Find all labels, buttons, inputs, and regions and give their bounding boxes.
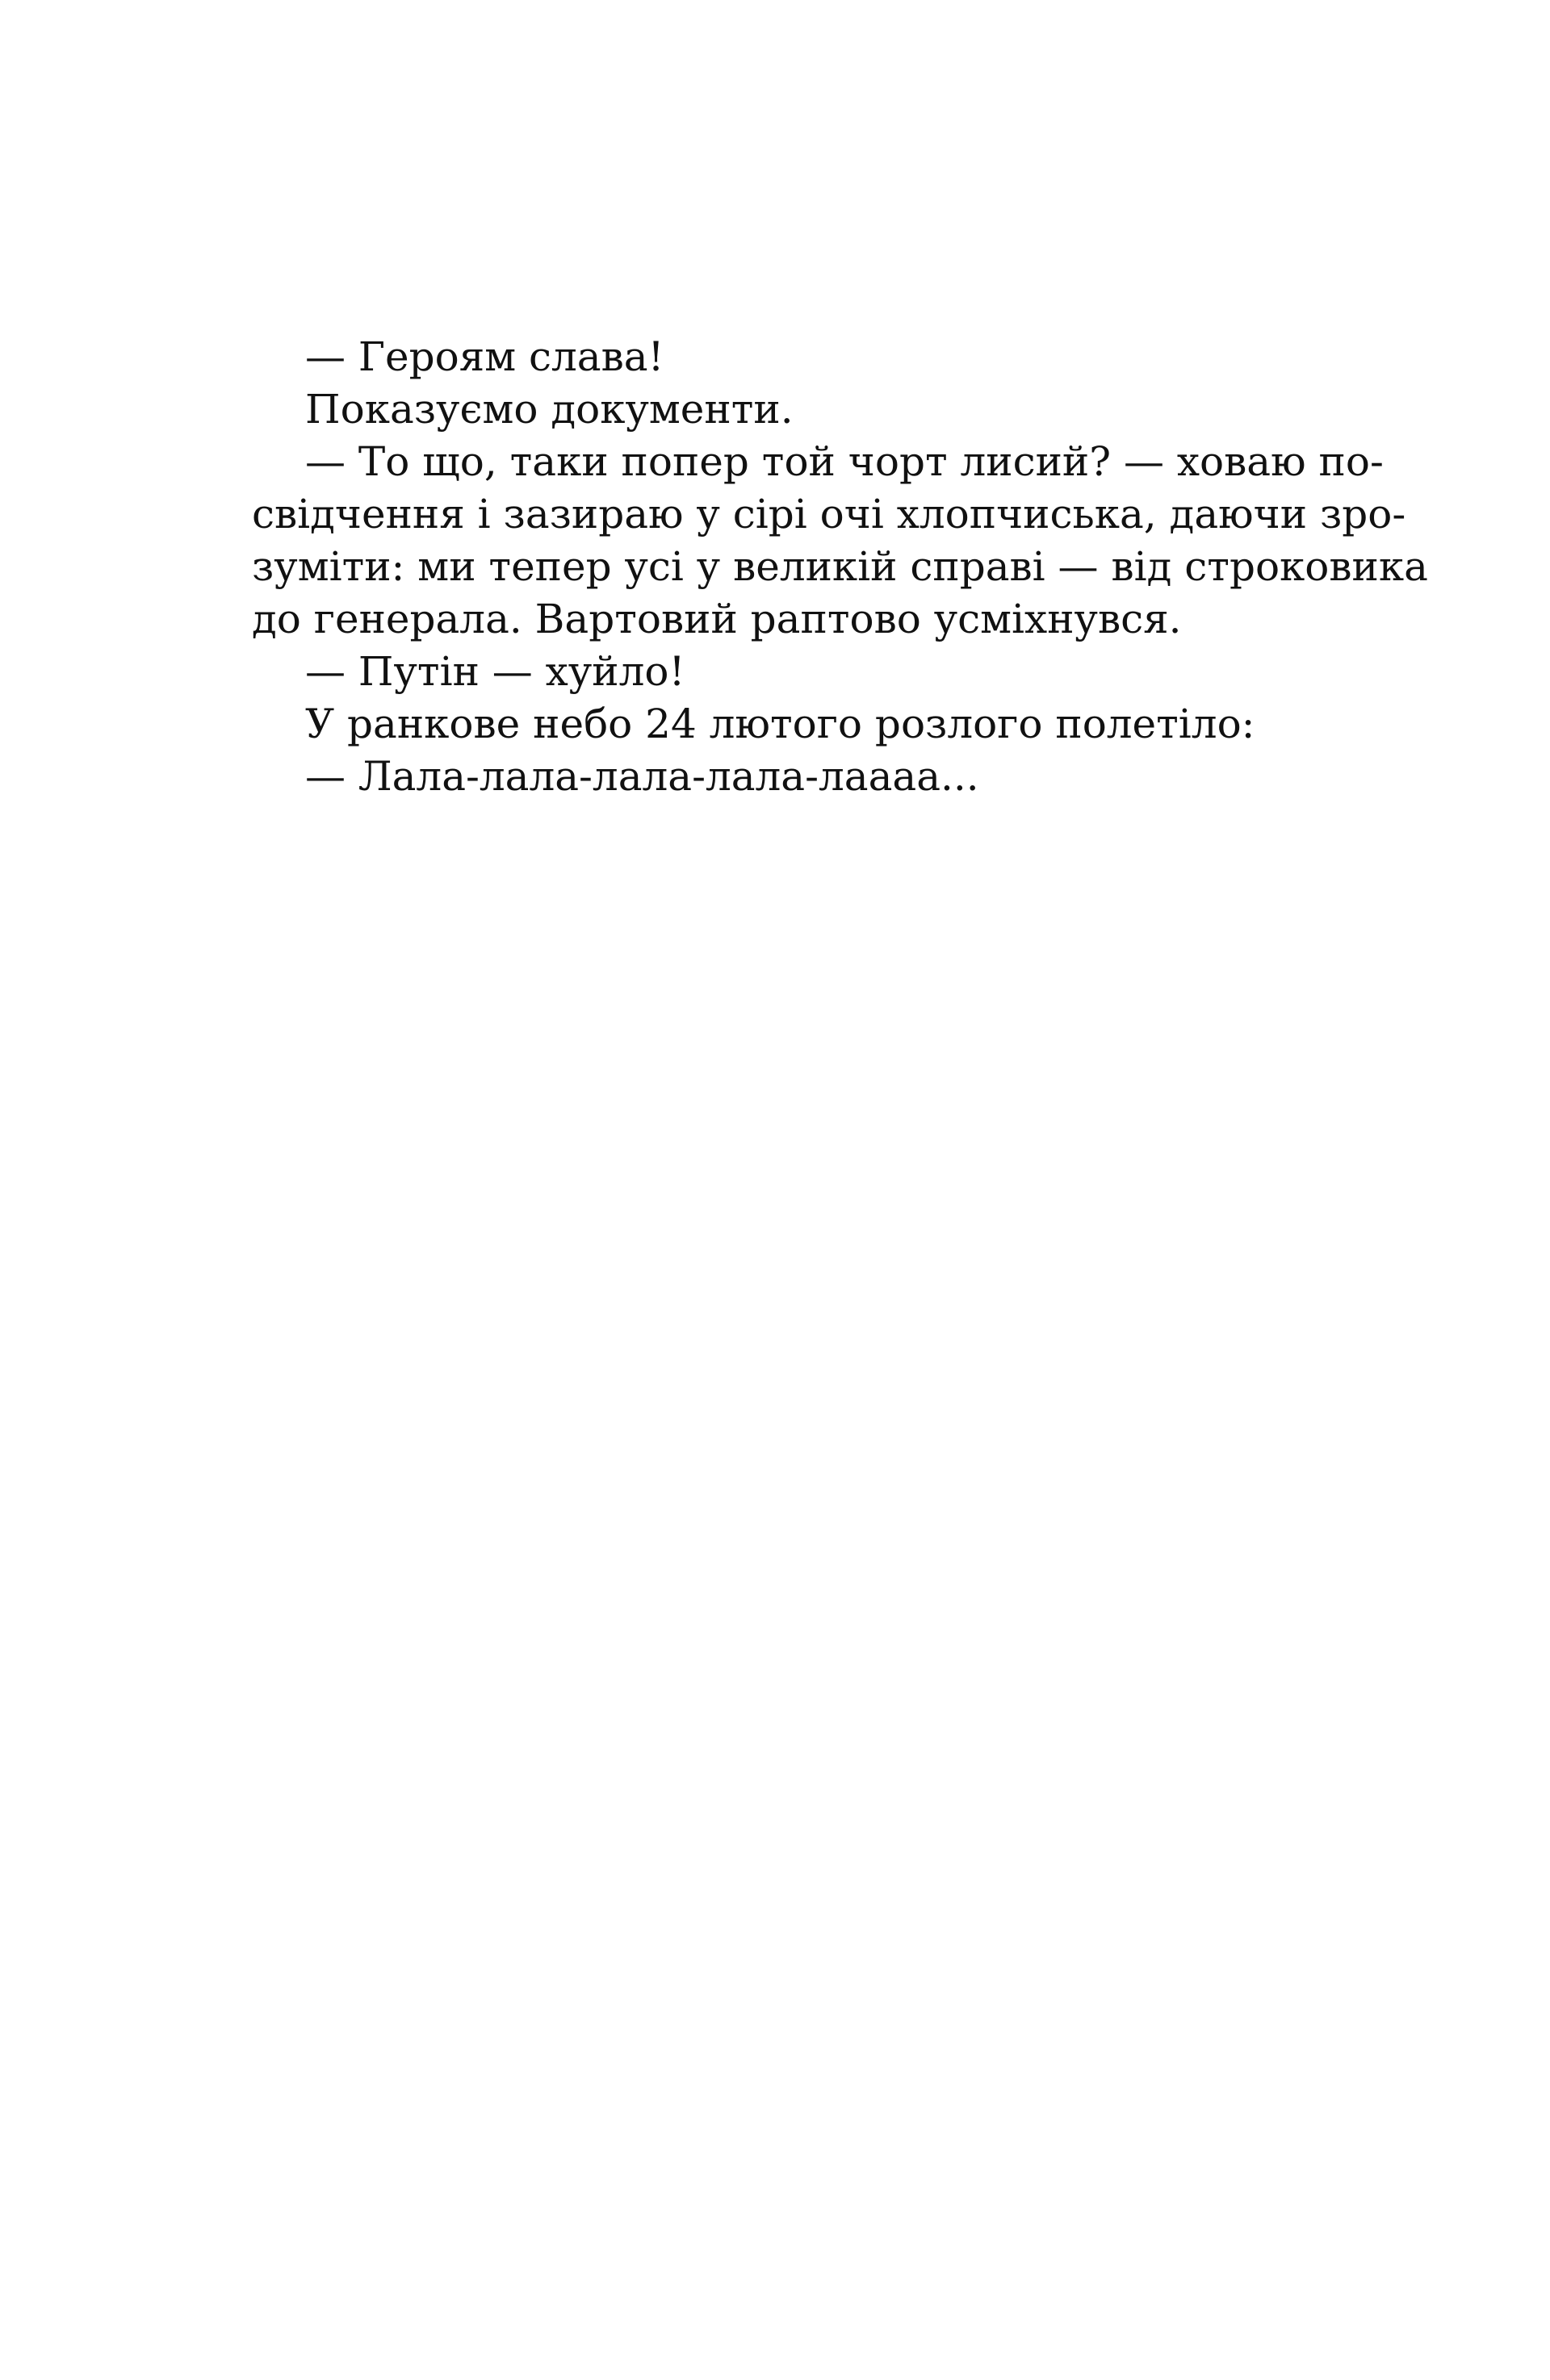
text-line: Показуємо документи.	[305, 386, 794, 433]
text-line: до генерала. Вартовий раптово усміхнувся.	[252, 596, 1182, 642]
text-line: — Героям слава!	[305, 333, 664, 380]
text-line: свідчення і зазираю у сірі очі хлопчиська, даючи зро-	[252, 491, 1406, 537]
body-text	[252, 331, 1428, 803]
text-line: У ранкове небо 24 лютого розлого полетіло:	[305, 701, 1255, 747]
text-line: — Лала-лала-лала-лала-лаааа...	[305, 753, 979, 800]
text-line: зуміти: ми тепер усі у великій справі — від строковика	[252, 543, 1428, 590]
text-line: — То що, таки попер той чорт лисий? — ховаю по-	[305, 438, 1384, 485]
text-line: — Путін — хуйло!	[305, 648, 685, 695]
